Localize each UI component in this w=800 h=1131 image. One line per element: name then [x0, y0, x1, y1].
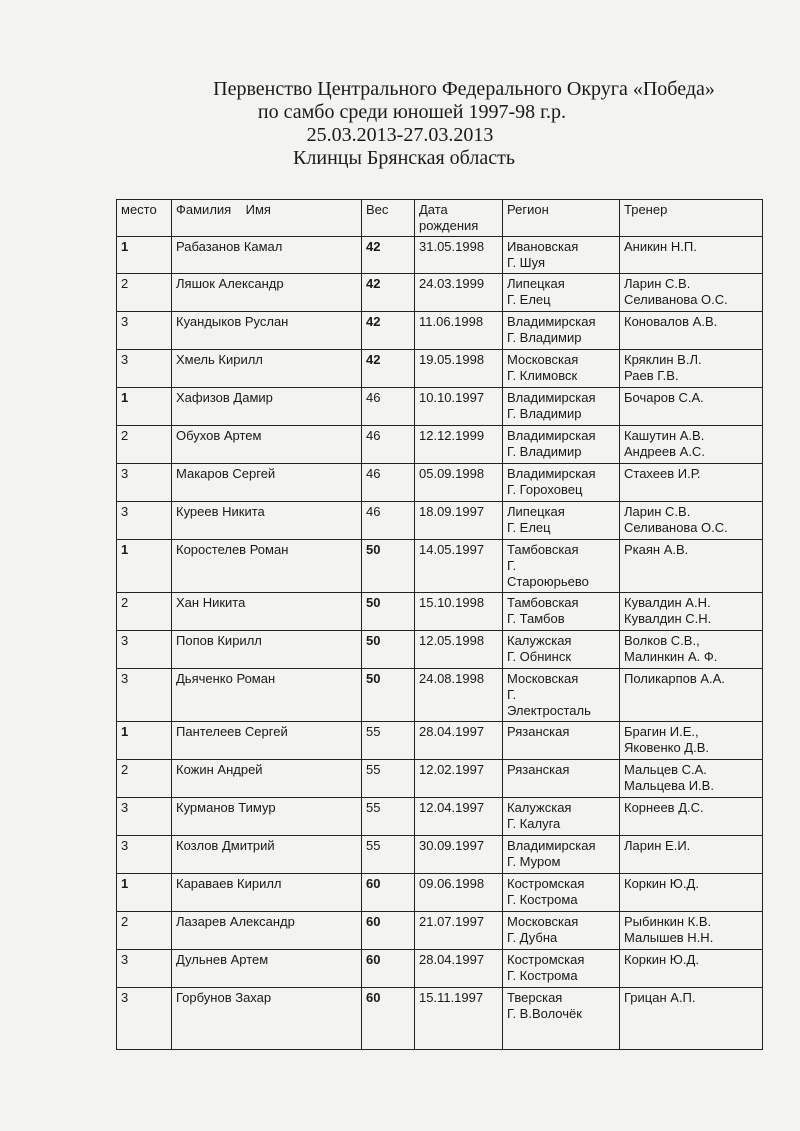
- cell-region-line: Рязанская: [507, 762, 570, 777]
- table-row: [117, 350, 763, 388]
- cell-dob: 21.07.1997: [415, 912, 503, 950]
- document-title: [0, 78, 800, 170]
- cell-name: Попов Кирилл: [172, 631, 362, 669]
- table-row: [117, 464, 763, 502]
- cell-weight: 60: [362, 912, 415, 950]
- cell-weight: 55: [362, 836, 415, 874]
- cell-name: Караваев Кирилл: [172, 874, 362, 912]
- cell-region: [503, 502, 620, 540]
- cell-name: Горбунов Захар: [172, 988, 362, 1050]
- cell-coach-line: Коркин Ю.Д.: [624, 952, 699, 967]
- cell-region-line: Г. Дубна: [507, 930, 558, 945]
- table-row: [117, 388, 763, 426]
- cell-place: 3: [117, 631, 172, 669]
- cell-weight: 42: [362, 274, 415, 312]
- cell-dob: 24.03.1999: [415, 274, 503, 312]
- cell-coach: [620, 722, 763, 760]
- cell-region-line: Владимирская: [507, 428, 596, 443]
- cell-name: Курманов Тимур: [172, 798, 362, 836]
- title-line-2: по самбо среди юношей 1997-98 г.р.: [257, 101, 567, 123]
- cell-coach-line: Селиванова О.С.: [624, 292, 728, 307]
- cell-weight: 60: [362, 950, 415, 988]
- cell-coach: [620, 760, 763, 798]
- cell-region-line: Г. Владимир: [507, 444, 582, 459]
- cell-coach: [620, 593, 763, 631]
- cell-region: [503, 950, 620, 988]
- cell-coach-line: Ркаян А.В.: [624, 542, 689, 557]
- cell-coach-line: Малышев Н.Н.: [624, 930, 714, 945]
- cell-region: [503, 274, 620, 312]
- cell-weight: 42: [362, 312, 415, 350]
- cell-dob: 12.12.1999: [415, 426, 503, 464]
- cell-region-line: Электросталь: [507, 703, 591, 718]
- cell-place: 2: [117, 274, 172, 312]
- cell-region: [503, 388, 620, 426]
- cell-coach-line: Яковенко Д.В.: [624, 740, 709, 755]
- cell-region-line: Тверская: [507, 990, 563, 1005]
- cell-place: 3: [117, 836, 172, 874]
- table-row: [117, 722, 763, 760]
- cell-name: Дьяченко Роман: [172, 669, 362, 722]
- table-row: [117, 274, 763, 312]
- table-row: [117, 798, 763, 836]
- cell-weight: 42: [362, 237, 415, 274]
- cell-region-line: Г. Елец: [507, 520, 551, 535]
- table-row: [117, 237, 763, 274]
- cell-place: 3: [117, 950, 172, 988]
- cell-coach-line: Кувалдин А.Н.: [624, 595, 711, 610]
- cell-dob: 28.04.1997: [415, 950, 503, 988]
- cell-coach-line: Стахеев И.Р.: [624, 466, 701, 481]
- cell-dob: 05.09.1998: [415, 464, 503, 502]
- results-table: [116, 199, 763, 1050]
- cell-coach: [620, 350, 763, 388]
- cell-region: [503, 760, 620, 798]
- cell-region-line: Владимирская: [507, 466, 596, 481]
- table-row: [117, 950, 763, 988]
- cell-region: [503, 237, 620, 274]
- cell-place: 3: [117, 312, 172, 350]
- cell-dob: 28.04.1997: [415, 722, 503, 760]
- cell-coach: [620, 502, 763, 540]
- cell-dob: 15.11.1997: [415, 988, 503, 1050]
- cell-region-line: Владимирская: [507, 314, 596, 329]
- cell-name: Кожин Андрей: [172, 760, 362, 798]
- table-row: [117, 312, 763, 350]
- cell-region: [503, 912, 620, 950]
- cell-region-line: Староюрьево: [507, 574, 589, 589]
- table-row: [117, 426, 763, 464]
- table-row: [117, 669, 763, 722]
- table-row: [117, 502, 763, 540]
- table-row: [117, 874, 763, 912]
- cell-region: [503, 874, 620, 912]
- cell-weight: 46: [362, 502, 415, 540]
- cell-region-line: Г. Климовск: [507, 368, 578, 383]
- cell-coach: [620, 274, 763, 312]
- cell-coach-line: Раев Г.В.: [624, 368, 679, 383]
- cell-coach: [620, 836, 763, 874]
- cell-dob: 30.09.1997: [415, 836, 503, 874]
- cell-region-line: Ивановская: [507, 239, 579, 254]
- cell-region-line: Калужская: [507, 800, 572, 815]
- cell-dob: 14.05.1997: [415, 540, 503, 593]
- cell-weight: 55: [362, 798, 415, 836]
- cell-coach-line: Грицан А.П.: [624, 990, 696, 1005]
- cell-weight: 46: [362, 388, 415, 426]
- cell-coach-line: Поликарпов А.А.: [624, 671, 725, 686]
- cell-weight: 50: [362, 593, 415, 631]
- cell-region-line: Г. Обнинск: [507, 649, 572, 664]
- cell-weight: 50: [362, 669, 415, 722]
- cell-place: 2: [117, 912, 172, 950]
- header-name: Фамилия Имя: [172, 200, 362, 237]
- cell-region-line: Тамбовская: [507, 595, 579, 610]
- cell-name: Рабазанов Камал: [172, 237, 362, 274]
- cell-name: Хафизов Дамир: [172, 388, 362, 426]
- header-weight: Вес: [362, 200, 415, 237]
- cell-name: Ляшок Александр: [172, 274, 362, 312]
- cell-place: 1: [117, 388, 172, 426]
- cell-coach-line: Кувалдин С.Н.: [624, 611, 712, 626]
- cell-region: [503, 312, 620, 350]
- cell-coach-line: Коркин Ю.Д.: [624, 876, 699, 891]
- cell-region: [503, 350, 620, 388]
- cell-region-line: Г. Гороховец: [507, 482, 583, 497]
- cell-coach-line: Селиванова О.С.: [624, 520, 728, 535]
- cell-coach: [620, 540, 763, 593]
- cell-place: 1: [117, 874, 172, 912]
- cell-coach-line: Кряклин В.Л.: [624, 352, 702, 367]
- cell-place: 3: [117, 502, 172, 540]
- cell-place: 3: [117, 669, 172, 722]
- cell-dob: 24.08.1998: [415, 669, 503, 722]
- table-row: [117, 836, 763, 874]
- cell-name: Обухов Артем: [172, 426, 362, 464]
- cell-region-line: Г. Владимир: [507, 330, 582, 345]
- cell-region: [503, 669, 620, 722]
- cell-coach-line: Коновалов А.В.: [624, 314, 718, 329]
- cell-name: Куреев Никита: [172, 502, 362, 540]
- table-row: [117, 593, 763, 631]
- cell-weight: 46: [362, 426, 415, 464]
- cell-region: [503, 836, 620, 874]
- cell-region-line: Г. Кострома: [507, 968, 578, 983]
- cell-place: 1: [117, 237, 172, 274]
- cell-coach-line: Брагин И.Е.,: [624, 724, 699, 739]
- cell-region-line: Костромская: [507, 876, 585, 891]
- cell-region-line: Липецкая: [507, 276, 565, 291]
- cell-place: 1: [117, 540, 172, 593]
- cell-coach-line: Малинкин А. Ф.: [624, 649, 718, 664]
- cell-dob: 10.10.1997: [415, 388, 503, 426]
- cell-coach-line: Кашутин А.В.: [624, 428, 705, 443]
- cell-region-line: Костромская: [507, 952, 585, 967]
- header-place: место: [117, 200, 172, 237]
- cell-dob: 11.06.1998: [415, 312, 503, 350]
- table-row: [117, 912, 763, 950]
- cell-region-line: Г. Калуга: [507, 816, 561, 831]
- header-region: Регион: [503, 200, 620, 237]
- cell-weight: 50: [362, 631, 415, 669]
- cell-coach-line: Ларин С.В.: [624, 504, 691, 519]
- cell-region-line: Г. Владимир: [507, 406, 582, 421]
- cell-region: [503, 540, 620, 593]
- cell-coach: [620, 798, 763, 836]
- cell-coach: [620, 426, 763, 464]
- cell-dob: 18.09.1997: [415, 502, 503, 540]
- cell-coach-line: Волков С.В.,: [624, 633, 700, 648]
- cell-region-line: Г. Шуя: [507, 255, 545, 270]
- cell-name: Коростелев Роман: [172, 540, 362, 593]
- cell-dob: 09.06.1998: [415, 874, 503, 912]
- cell-region-line: Г. Кострома: [507, 892, 578, 907]
- cell-region-line: Г.: [507, 687, 517, 702]
- cell-region-line: Владимирская: [507, 390, 596, 405]
- cell-name: Пантелеев Сергей: [172, 722, 362, 760]
- table-body: [117, 237, 763, 1050]
- cell-coach-line: Ларин С.В.: [624, 276, 691, 291]
- cell-coach: [620, 631, 763, 669]
- cell-region-line: Владимирская: [507, 838, 596, 853]
- cell-region-line: Московская: [507, 671, 579, 686]
- cell-place: 1: [117, 722, 172, 760]
- cell-coach: [620, 312, 763, 350]
- cell-region-line: Тамбовская: [507, 542, 579, 557]
- cell-place: 3: [117, 350, 172, 388]
- cell-weight: 55: [362, 760, 415, 798]
- cell-place: 3: [117, 798, 172, 836]
- cell-region: [503, 631, 620, 669]
- cell-dob: 19.05.1998: [415, 350, 503, 388]
- cell-region: [503, 798, 620, 836]
- title-line-3: 25.03.2013-27.03.2013: [306, 124, 494, 146]
- cell-region: [503, 988, 620, 1050]
- cell-region-line: Липецкая: [507, 504, 565, 519]
- cell-place: 3: [117, 988, 172, 1050]
- title-line-1: Первенство Центрального Федерального Округа «Победа»: [213, 78, 715, 100]
- cell-weight: 55: [362, 722, 415, 760]
- cell-coach: [620, 388, 763, 426]
- cell-coach: [620, 874, 763, 912]
- header-coach: Тренер: [620, 200, 763, 237]
- cell-region-line: Г.: [507, 558, 517, 573]
- table-row: [117, 631, 763, 669]
- cell-region: [503, 593, 620, 631]
- cell-region-line: Рязанская: [507, 724, 570, 739]
- cell-coach-line: Мальцева И.В.: [624, 778, 714, 793]
- cell-weight: 50: [362, 540, 415, 593]
- cell-name: Куандыков Руслан: [172, 312, 362, 350]
- cell-coach: [620, 669, 763, 722]
- cell-coach-line: Ларин Е.И.: [624, 838, 691, 853]
- cell-weight: 42: [362, 350, 415, 388]
- table-row: [117, 540, 763, 593]
- cell-dob: 12.05.1998: [415, 631, 503, 669]
- cell-region: [503, 464, 620, 502]
- cell-region-line: Московская: [507, 352, 579, 367]
- cell-name: Макаров Сергей: [172, 464, 362, 502]
- cell-coach: [620, 950, 763, 988]
- cell-name: Хан Никита: [172, 593, 362, 631]
- cell-coach-line: Бочаров С.А.: [624, 390, 704, 405]
- cell-dob: 31.05.1998: [415, 237, 503, 274]
- cell-name: Хмель Кирилл: [172, 350, 362, 388]
- header-dob: Дата рождения: [415, 200, 503, 237]
- cell-coach: [620, 464, 763, 502]
- cell-weight: 60: [362, 988, 415, 1050]
- cell-place: 2: [117, 426, 172, 464]
- cell-coach: [620, 912, 763, 950]
- cell-coach-line: Мальцев С.А.: [624, 762, 707, 777]
- cell-region-line: Г. Елец: [507, 292, 551, 307]
- cell-weight: 60: [362, 874, 415, 912]
- cell-region-line: Калужская: [507, 633, 572, 648]
- cell-coach: [620, 988, 763, 1050]
- cell-dob: 12.04.1997: [415, 798, 503, 836]
- cell-coach-line: Рыбинкин К.В.: [624, 914, 712, 929]
- cell-coach-line: Аникин Н.П.: [624, 239, 697, 254]
- cell-name: Дульнев Артем: [172, 950, 362, 988]
- cell-region-line: Г. В.Волочёк: [507, 1006, 582, 1021]
- cell-region-line: Г. Муром: [507, 854, 561, 869]
- cell-coach-line: Андреев А.С.: [624, 444, 705, 459]
- table-header-row: [117, 200, 763, 237]
- cell-name: Козлов Дмитрий: [172, 836, 362, 874]
- cell-place: 2: [117, 760, 172, 798]
- table-row: [117, 988, 763, 1050]
- cell-coach: [620, 237, 763, 274]
- cell-region-line: Г. Тамбов: [507, 611, 565, 626]
- table-row: [117, 760, 763, 798]
- cell-coach-line: Корнеев Д.С.: [624, 800, 704, 815]
- cell-place: 3: [117, 464, 172, 502]
- cell-name: Лазарев Александр: [172, 912, 362, 950]
- cell-dob: 15.10.1998: [415, 593, 503, 631]
- cell-weight: 46: [362, 464, 415, 502]
- title-line-4: Клинцы Брянская область: [293, 147, 515, 169]
- cell-region: [503, 426, 620, 464]
- cell-region-line: Московская: [507, 914, 579, 929]
- cell-place: 2: [117, 593, 172, 631]
- cell-dob: 12.02.1997: [415, 760, 503, 798]
- cell-region: [503, 722, 620, 760]
